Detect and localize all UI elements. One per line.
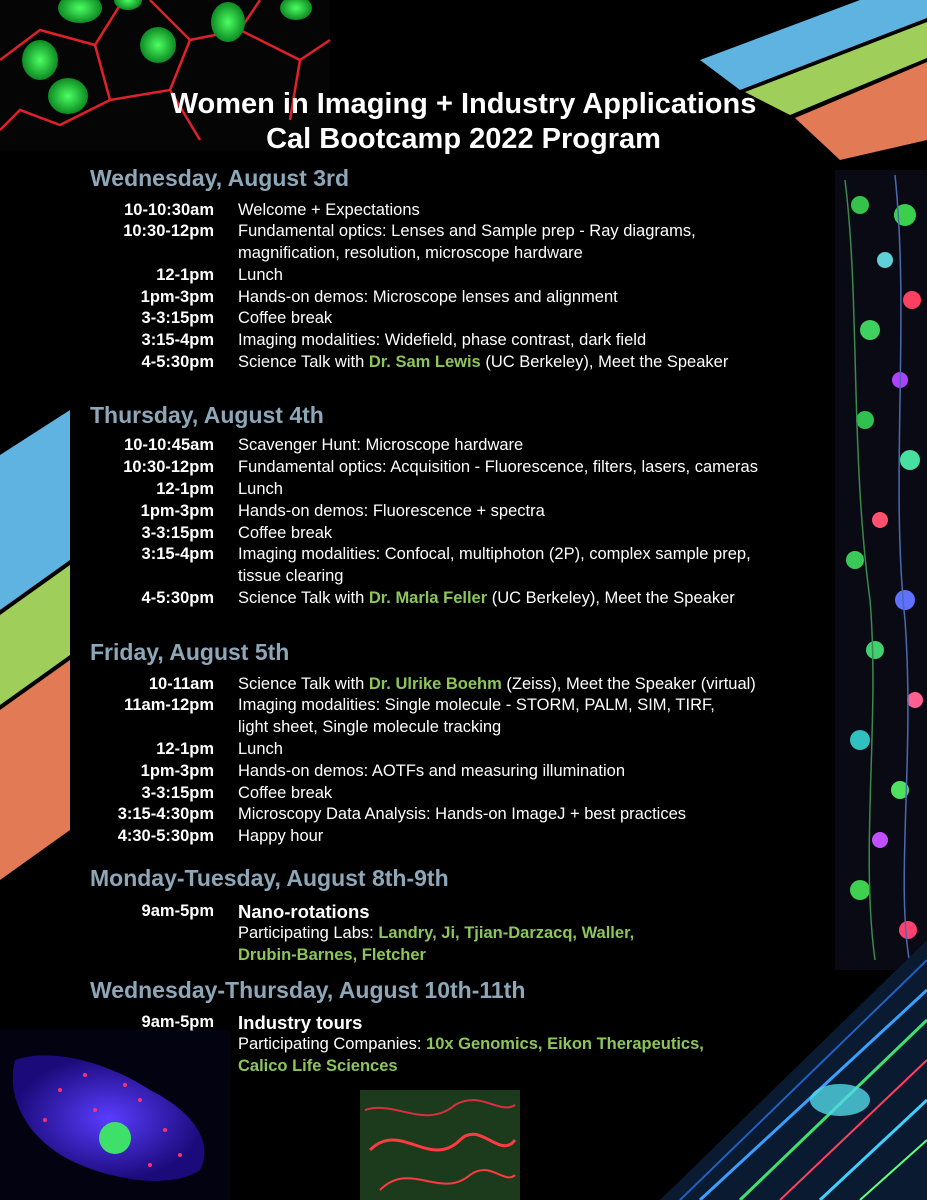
event-title: Industry tours <box>238 1012 363 1033</box>
time-label: 1pm-3pm <box>140 288 214 306</box>
time-label: 4-5:30pm <box>141 353 214 371</box>
time-label: 10-10:45am <box>124 436 214 454</box>
session-text: Happy hour <box>238 827 324 845</box>
talk-prefix: Science Talk with <box>238 353 369 371</box>
session-text: Lunch <box>238 266 283 284</box>
participant-names: Landry, Ji, Tjian-Darzacq, Waller, <box>378 924 635 942</box>
session-text: Hands-on demos: AOTFs and measuring illumination <box>238 762 626 780</box>
talk-suffix: (UC Berkeley), Meet the Speaker <box>480 353 729 371</box>
time-label: 9am-5pm <box>141 1013 214 1031</box>
session-text <box>238 351 818 373</box>
session-text <box>238 673 818 695</box>
time-label: 9am-5pm <box>141 902 214 920</box>
time-label: 12-1pm <box>156 480 214 498</box>
session-text: tissue clearing <box>238 567 344 585</box>
participants-text <box>238 922 818 944</box>
event-title: Nano-rotations <box>238 901 370 922</box>
time-label: 12-1pm <box>156 740 214 758</box>
session-text: magnification, resolution, microscope hardware <box>238 244 583 262</box>
time-label: 1pm-3pm <box>140 502 214 520</box>
speaker-name: Dr. Sam Lewis <box>368 353 481 371</box>
session-text <box>238 587 818 609</box>
day-heading-wed-thu: Wednesday-Thursday, August 10th-11th <box>90 977 526 1003</box>
session-text: Welcome + Expectations <box>238 201 420 219</box>
time-label: 3:15-4:30pm <box>117 805 214 823</box>
day-heading-friday: Friday, August 5th <box>90 639 290 665</box>
page-title-line2: Cal Bootcamp 2022 Program <box>266 123 661 155</box>
day-heading-wednesday: Wednesday, August 3rd <box>90 165 350 191</box>
session-text: Imaging modalities: Confocal, multiphoton (2P), complex sample prep, <box>238 545 751 563</box>
day-heading-thursday: Thursday, August 4th <box>90 402 324 428</box>
session-text: Lunch <box>238 480 283 498</box>
participant-names: 10x Genomics, Eikon Therapeutics, <box>426 1035 704 1053</box>
session-text: Hands-on demos: Fluorescence + spectra <box>238 502 545 520</box>
day-heading-mon-tue: Monday-Tuesday, August 8th-9th <box>90 865 449 891</box>
time-label: 10:30-12pm <box>123 458 214 476</box>
time-label: 3-3:15pm <box>141 784 214 802</box>
speaker-name: Dr. Ulrike Boehm <box>368 675 502 693</box>
session-text: Imaging modalities: Widefield, phase contrast, dark field <box>238 331 647 349</box>
participants-label: Participating Companies: <box>238 1035 427 1053</box>
time-label: 1pm-3pm <box>140 762 214 780</box>
session-text: Imaging modalities: Single molecule - STORM, PALM, SIM, TIRF, <box>238 696 715 714</box>
participants-text <box>238 1033 818 1055</box>
session-text: Coffee break <box>238 309 333 327</box>
time-label: 10:30-12pm <box>123 222 214 240</box>
session-text: light sheet, Single molecule tracking <box>238 718 502 736</box>
time-label: 4:30-5:30pm <box>117 827 214 845</box>
session-text: Lunch <box>238 740 283 758</box>
session-text: Microscopy Data Analysis: Hands-on ImageJ + best practices <box>238 805 686 823</box>
time-label: 3:15-4pm <box>141 545 214 563</box>
session-text: Scavenger Hunt: Microscope hardware <box>238 436 524 454</box>
talk-suffix: (Zeiss), Meet the Speaker (virtual) <box>501 675 756 693</box>
session-text: Fundamental optics: Acquisition - Fluorescence, filters, lasers, cameras <box>238 458 758 476</box>
time-label: 10-10:30am <box>124 201 214 219</box>
session-text: Hands-on demos: Microscope lenses and alignment <box>238 288 618 306</box>
participant-names: Drubin-Barnes, Fletcher <box>238 946 426 964</box>
talk-suffix: (UC Berkeley), Meet the Speaker <box>487 589 735 607</box>
time-label: 12-1pm <box>156 266 214 284</box>
time-label: 4-5:30pm <box>141 589 214 607</box>
talk-prefix: Science Talk with <box>238 675 369 693</box>
participants-label: Participating Labs: <box>238 924 379 942</box>
time-label: 3-3:15pm <box>141 524 214 542</box>
time-label: 3:15-4pm <box>141 331 214 349</box>
time-label: 11am-12pm <box>124 696 214 714</box>
session-text: Coffee break <box>238 784 333 802</box>
session-text: Coffee break <box>238 524 333 542</box>
session-text: Fundamental optics: Lenses and Sample prep - Ray diagrams, <box>238 222 696 240</box>
talk-prefix: Science Talk with <box>238 589 369 607</box>
page-title-line1: Women in Imaging + Industry Applications <box>170 88 757 120</box>
participant-names: Calico Life Sciences <box>238 1057 398 1075</box>
speaker-name: Dr. Marla Feller <box>368 589 488 607</box>
time-label: 3-3:15pm <box>141 309 214 327</box>
time-label: 10-11am <box>148 675 214 693</box>
